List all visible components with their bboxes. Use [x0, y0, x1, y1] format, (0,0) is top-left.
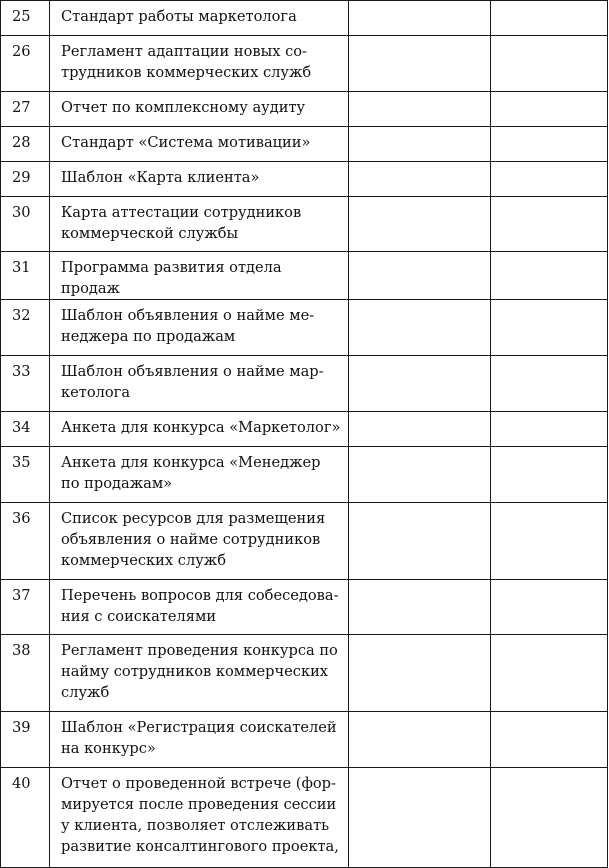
document-title: Регламент адаптации новых со- трудников коммерческих служб [50, 36, 349, 92]
empty-cell [349, 36, 491, 92]
table-row [1, 580, 608, 635]
row-number: 34 [1, 412, 50, 447]
table-row [1, 197, 608, 252]
table-row [1, 162, 608, 197]
row-number: 30 [1, 197, 50, 252]
empty-cell [491, 768, 608, 868]
empty-cell [491, 162, 608, 197]
document-title: Анкета для конкурса «Менеджер по продажам» [50, 447, 349, 503]
empty-cell [491, 36, 608, 92]
empty-cell [349, 92, 491, 127]
table-row [1, 92, 608, 127]
empty-cell [491, 712, 608, 768]
row-number: 40 [1, 768, 50, 868]
table-row [1, 36, 608, 92]
empty-cell [349, 503, 491, 580]
empty-cell [491, 1, 608, 36]
table-row [1, 300, 608, 356]
empty-cell [349, 712, 491, 768]
empty-cell [491, 503, 608, 580]
row-number: 39 [1, 712, 50, 768]
document-title: Отчет о проведенной встрече (фор- мируется после проведения сессии у клиента, позволяет отслеживать развитие консалтингового проекта, [50, 768, 349, 868]
empty-cell [349, 447, 491, 503]
document-title: Перечень вопросов для собеседова- ния с соискателями [50, 580, 349, 635]
empty-cell [349, 300, 491, 356]
table-row [1, 412, 608, 447]
empty-cell [349, 635, 491, 712]
document-title: Шаблон «Карта клиента» [50, 162, 349, 197]
document-title: Список ресурсов для размещения объявления о найме сотрудников коммерческих служб [50, 503, 349, 580]
row-number: 36 [1, 503, 50, 580]
empty-cell [349, 197, 491, 252]
empty-cell [349, 127, 491, 162]
row-number: 38 [1, 635, 50, 712]
empty-cell [491, 197, 608, 252]
row-number: 26 [1, 36, 50, 92]
empty-cell [491, 412, 608, 447]
empty-cell [491, 356, 608, 412]
empty-cell [349, 1, 491, 36]
row-number: 29 [1, 162, 50, 197]
empty-cell [349, 580, 491, 635]
empty-cell [491, 92, 608, 127]
document-title: Анкета для конкурса «Маркетолог» [50, 412, 349, 447]
empty-cell [491, 127, 608, 162]
document-title: Шаблон объявления о найме мар- кетолога [50, 356, 349, 412]
empty-cell [349, 252, 491, 300]
document-title: Отчет по комплексному аудиту [50, 92, 349, 127]
empty-cell [491, 252, 608, 300]
table-row [1, 768, 608, 868]
document-title: Стандарт «Система мотивации» [50, 127, 349, 162]
empty-cell [349, 412, 491, 447]
document-title: Карта аттестации сотрудников коммерческой службы [50, 197, 349, 252]
table-row [1, 447, 608, 503]
empty-cell [349, 356, 491, 412]
table-row [1, 712, 608, 768]
document-title: Шаблон «Регистрация соискателей на конкурс» [50, 712, 349, 768]
row-number: 31 [1, 252, 50, 300]
empty-cell [349, 768, 491, 868]
table-row [1, 635, 608, 712]
row-number: 32 [1, 300, 50, 356]
document-title: Шаблон объявления о найме ме- неджера по продажам [50, 300, 349, 356]
empty-cell [491, 580, 608, 635]
table-row [1, 127, 608, 162]
row-number: 27 [1, 92, 50, 127]
document-title: Программа развития отдела продаж [50, 252, 349, 300]
empty-cell [349, 162, 491, 197]
table-row [1, 252, 608, 300]
document-title: Стандарт работы маркетолога [50, 1, 349, 36]
empty-cell [491, 447, 608, 503]
row-number: 37 [1, 580, 50, 635]
table-row [1, 1, 608, 36]
empty-cell [491, 635, 608, 712]
row-number: 25 [1, 1, 50, 36]
row-number: 28 [1, 127, 50, 162]
table-row [1, 503, 608, 580]
row-number: 35 [1, 447, 50, 503]
table-row [1, 356, 608, 412]
row-number: 33 [1, 356, 50, 412]
document-title: Регламент проведения конкурса по найму сотрудников коммерческих служб [50, 635, 349, 712]
empty-cell [491, 300, 608, 356]
